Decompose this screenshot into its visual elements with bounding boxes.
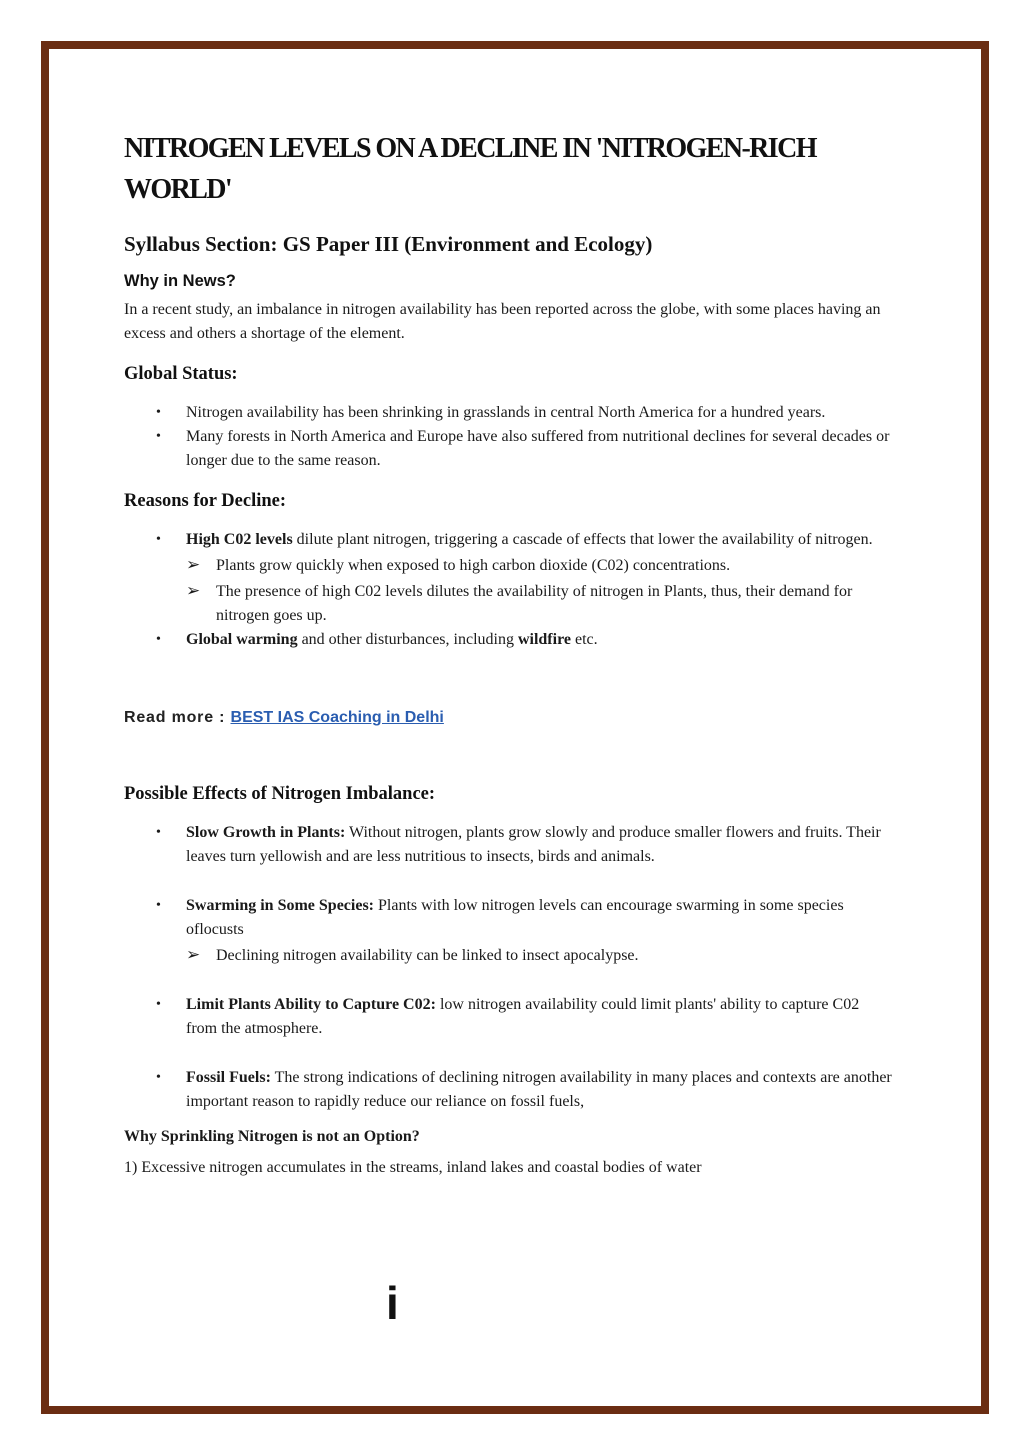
- read-more-link[interactable]: BEST IAS Coaching in Delhi: [230, 709, 444, 726]
- page-title: NITROGEN LEVELS ON A DECLINE IN 'NITROGEN-RICH WORLD': [124, 133, 816, 205]
- list-item: • Swarming in Some Species: Plants with low nitrogen levels can encourage swarming in some species oflocusts ➢ Declining nitrogen availability can be linked to insect apocalypse.: [124, 894, 894, 968]
- list-item: • Many forests in North America and Europe have also suffered from nutritional declines for several decades or longer due to the same reason.: [124, 425, 894, 473]
- list-item: • High C02 levels dilute plant nitrogen, triggering a cascade of effects that lower the availability of nitrogen. ➢ Plants grow quickly when exposed to high carbon dioxide (C02) concentrations. ➢ The presence of high C02 levels dilutes the availability of nitrogen in Plants, thus, their demand for nitrogen goes up.: [124, 528, 894, 628]
- page-marker: i: [386, 1277, 399, 1329]
- why-in-news-text: In a recent study, an imbalance in nitrogen availability has been reported across the globe, with some places having an excess and others a shortage of the element.: [124, 301, 881, 342]
- reasons-sublist: [186, 554, 894, 628]
- bullet-icon: •: [156, 532, 161, 547]
- effects-sublist: [186, 944, 894, 968]
- list-item: • Fossil Fuels: The strong indications of declining nitrogen availability in many places and contexts are another important reason to rapidly reduce our reliance on fossil fuels,: [124, 1066, 894, 1114]
- sub-list-item: ➢ Declining nitrogen availability can be linked to insect apocalypse.: [186, 945, 639, 965]
- bullet-icon: •: [156, 405, 161, 420]
- document-body: [124, 128, 894, 1180]
- global-status-heading: Global Status:: [124, 364, 238, 384]
- bullet-icon: •: [156, 898, 161, 913]
- effects-heading: Possible Effects of Nitrogen Imbalance:: [124, 784, 436, 804]
- read-more-label: Read more :: [124, 709, 231, 726]
- sub-list-item: ➢ The presence of high C02 levels dilutes the availability of nitrogen in Plants, thus, their demand for nitrogen goes up.: [186, 581, 853, 624]
- bullet-icon: •: [156, 632, 161, 647]
- list-item: • Nitrogen availability has been shrinking in grasslands in central North America for a hundred years.: [124, 401, 894, 425]
- list-item: • Global warming and other disturbances, including wildfire etc.: [124, 628, 894, 652]
- arrow-bullet-icon: ➢: [186, 555, 201, 575]
- arrow-bullet-icon: ➢: [186, 945, 201, 965]
- effects-list: [124, 821, 894, 1114]
- list-item: • Limit Plants Ability to Capture C02: low nitrogen availability could limit plants' ability to capture C02 from the atmosphere.: [124, 993, 894, 1041]
- bullet-icon: •: [156, 429, 161, 444]
- bullet-icon: •: [156, 1070, 161, 1085]
- sprinkling-point-1: 1) Excessive nitrogen accumulates in the streams, inland lakes and coastal bodies of water: [124, 1159, 702, 1176]
- syllabus-section: Syllabus Section: GS Paper III (Environment and Ecology): [124, 232, 653, 256]
- global-status-list: [124, 401, 894, 473]
- sprinkling-heading: Why Sprinkling Nitrogen is not an Option?: [124, 1128, 420, 1145]
- reasons-list: [124, 528, 894, 652]
- reasons-heading: Reasons for Decline:: [124, 491, 287, 511]
- sub-list-item: ➢ Plants grow quickly when exposed to high carbon dioxide (C02) concentrations.: [186, 555, 731, 575]
- why-in-news-heading: Why in News?: [124, 272, 236, 290]
- arrow-bullet-icon: ➢: [186, 581, 201, 601]
- list-item: • Slow Growth in Plants: Without nitrogen, plants grow slowly and produce smaller flowers and fruits. Their leaves turn yellowish and are less nutritious to insects, birds and animals.: [124, 821, 894, 869]
- read-more: [124, 709, 894, 727]
- bullet-icon: •: [156, 825, 161, 840]
- bullet-icon: •: [156, 997, 161, 1012]
